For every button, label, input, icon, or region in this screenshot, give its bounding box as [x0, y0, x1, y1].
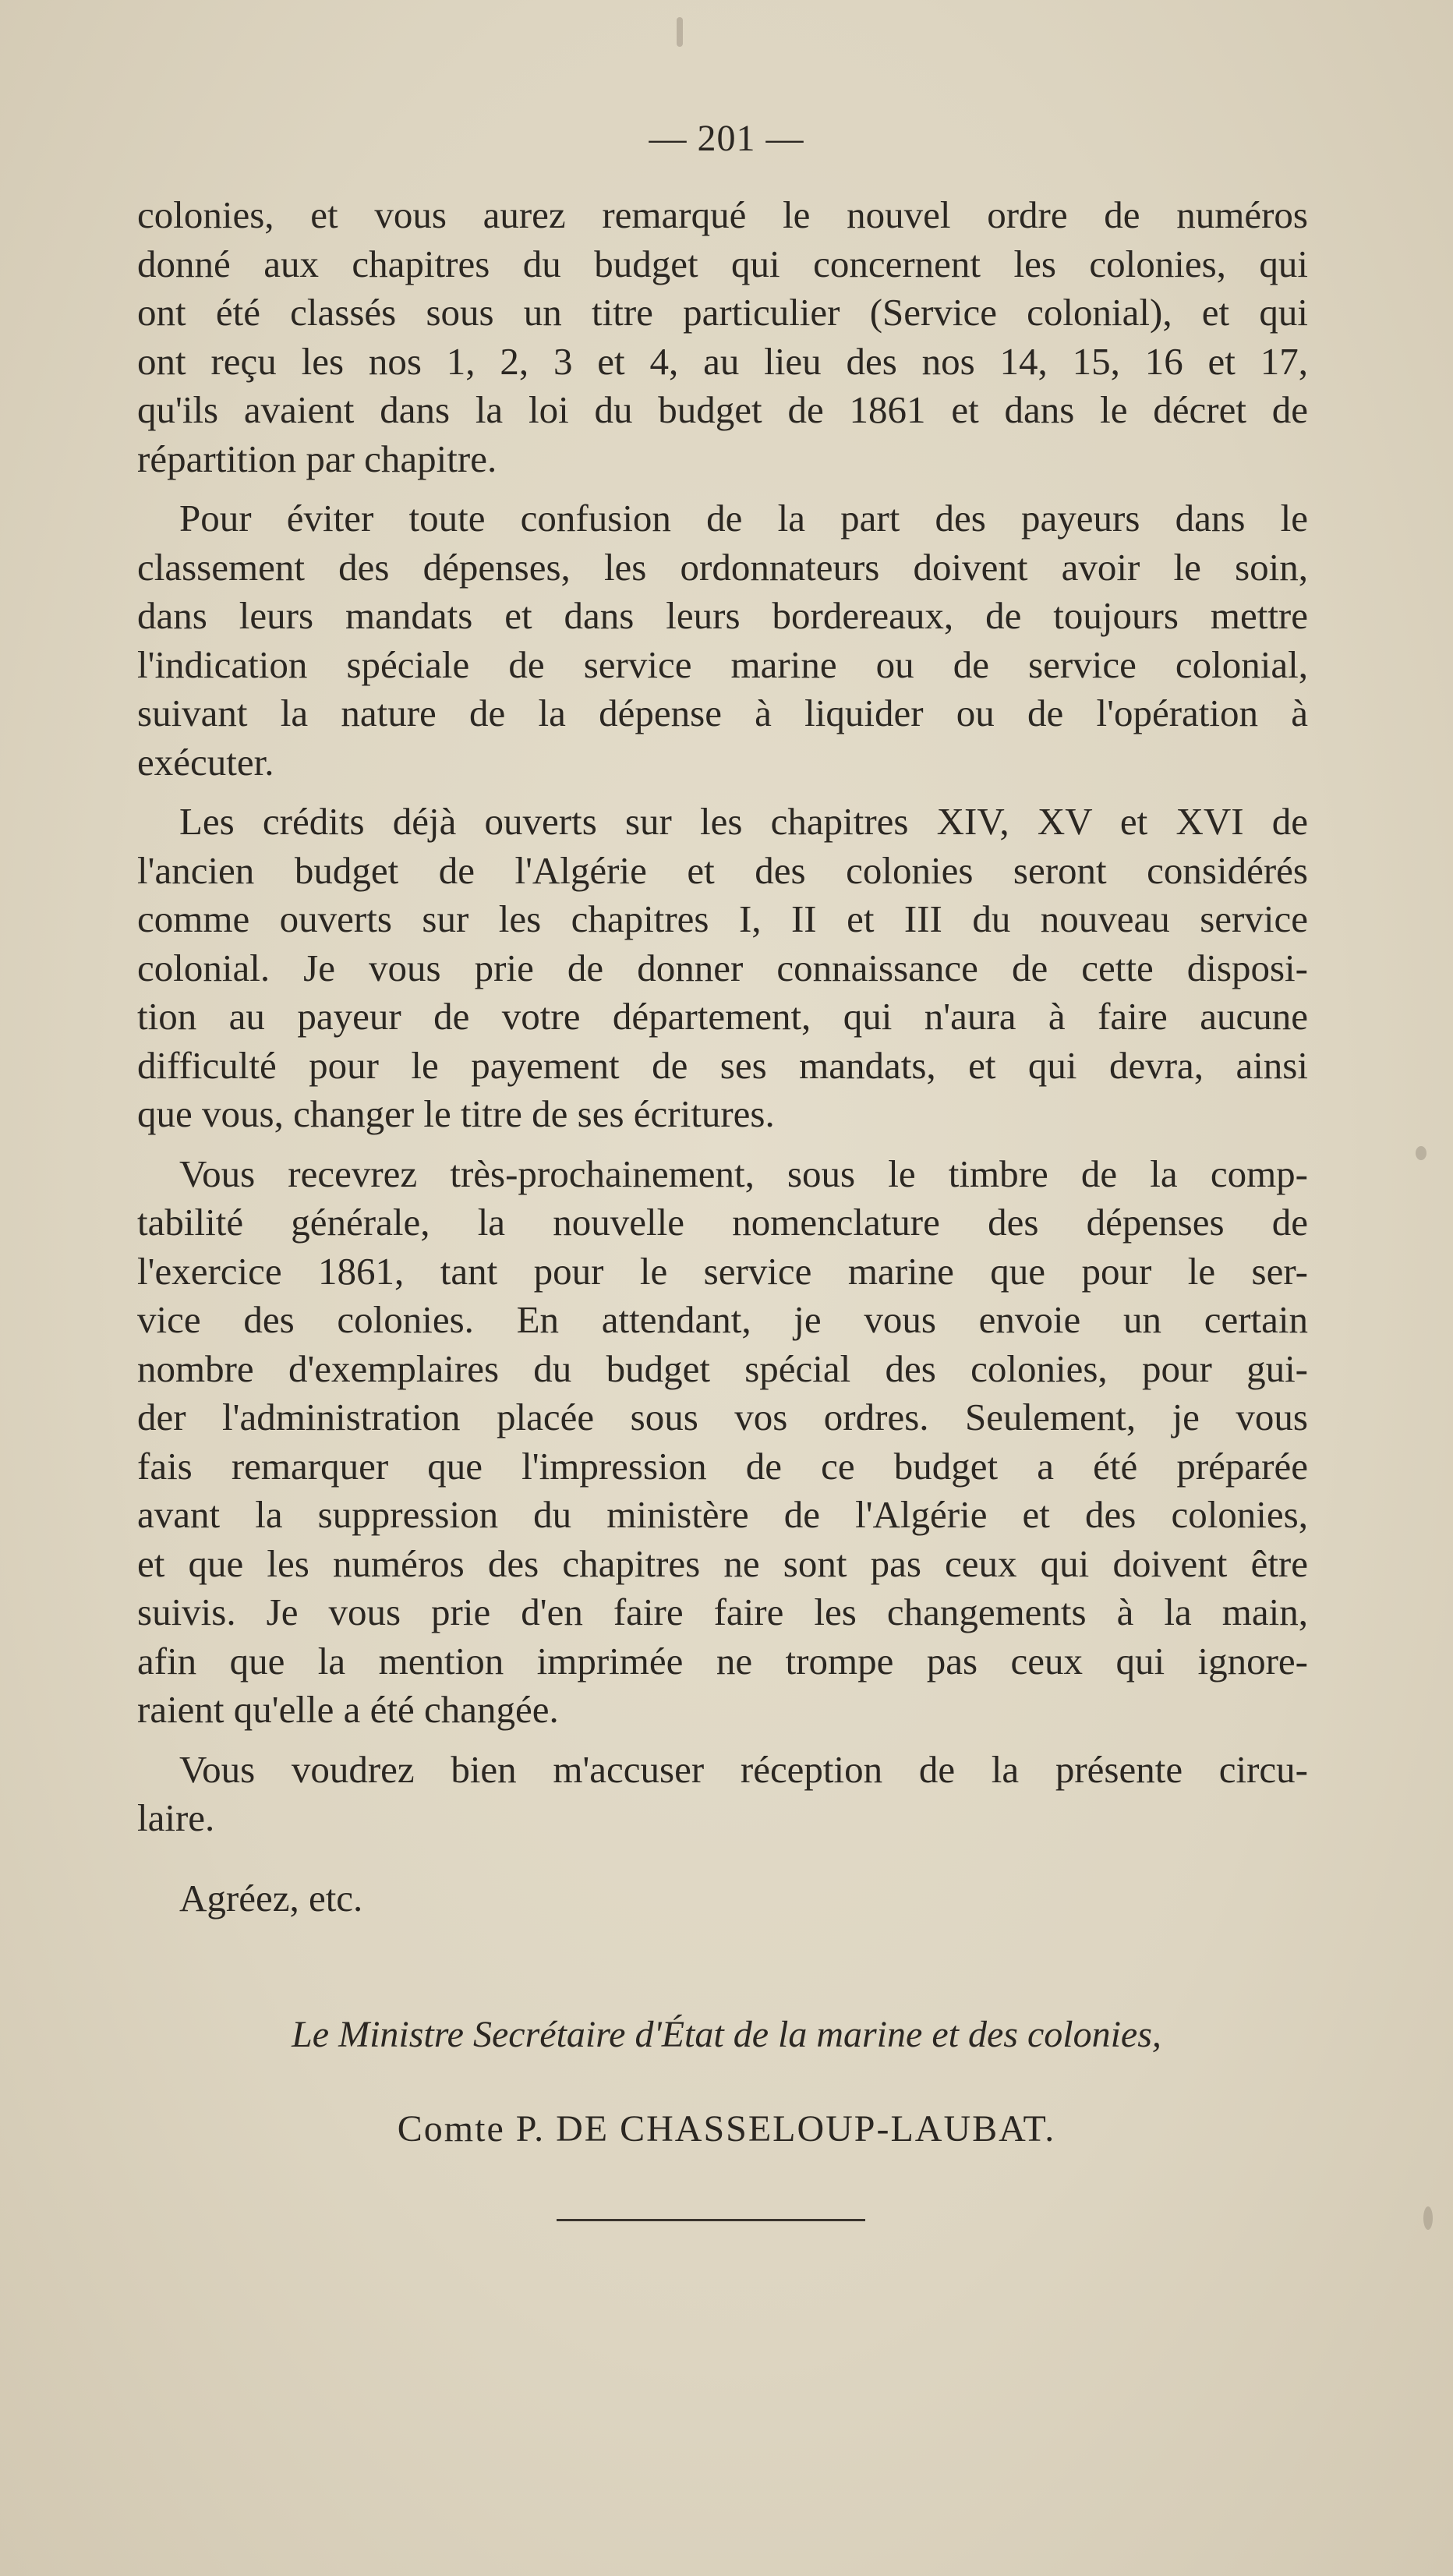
text-line: avant la suppression du ministère de l'Algérie et des colonies,	[137, 1493, 1308, 1536]
text-line: suivant la nature de la dépense à liquider ou de l'opération à	[137, 692, 1308, 734]
text-line: qu'ils avaient dans la loi du budget de 1861 et dans le décret de	[137, 388, 1308, 431]
text-line: laire.	[137, 1796, 215, 1839]
text-line: que vous, changer le titre de ses écritures.	[137, 1092, 775, 1135]
paragraph	[137, 191, 1308, 483]
body-text	[137, 191, 1308, 1934]
text-line: ont été classés sous un titre particulier (Service colonial), et qui	[137, 291, 1308, 334]
paragraph	[137, 798, 1308, 1139]
text-line: Les crédits déjà ouverts sur les chapitres XIV, XV et XVI de	[179, 800, 1308, 843]
text-line: Pour éviter toute confusion de la part des payeurs dans le	[179, 497, 1308, 540]
paper-speck	[677, 17, 683, 47]
text-line: afin que la mention imprimée ne trompe pas ceux qui ignore-	[137, 1639, 1308, 1683]
text-line: vice des colonies. En attendant, je vous envoie un certain	[137, 1298, 1308, 1341]
paragraph	[137, 494, 1308, 787]
text-line: suivis. Je vous prie d'en faire faire les changements à la main,	[137, 1591, 1308, 1633]
text-line: fais remarquer que l'impression de ce budget a été préparée	[137, 1444, 1308, 1488]
text-line: et que les numéros des chapitres ne sont pas ceux qui doivent être	[137, 1541, 1308, 1585]
signatory-name: Comte P. DE CHASSELOUP-LAUBAT.	[397, 2108, 1056, 2150]
text-line: der l'administration placée sous vos ordres. Seulement, je vous	[137, 1396, 1308, 1438]
closing-rule	[557, 2219, 865, 2221]
text-line: nombre d'exemplaires du budget spécial des colonies, pour gui-	[137, 1346, 1308, 1390]
text-line: tabilité générale, la nouvelle nomenclature des dépenses de	[137, 1201, 1308, 1244]
text-line: l'ancien budget de l'Algérie et des colonies seront considérés	[137, 848, 1308, 892]
signatory-title: Le Ministre Secrétaire d'État de la marine et des colonies,	[292, 2014, 1161, 2055]
text-line: l'exercice 1861, tant pour le service marine que pour le ser-	[137, 1249, 1308, 1293]
paragraph	[137, 1746, 1308, 1843]
text-line: l'indication spéciale de service marine ou de service colonial,	[137, 642, 1308, 686]
text-line: classement des dépenses, les ordonnateurs doivent avoir le soin,	[137, 545, 1308, 589]
closing-line: Agréez, etc.	[179, 1876, 363, 1920]
text-line: ont reçu les nos 1, 2, 3 et 4, au lieu des nos 14, 15, 16 et 17,	[137, 339, 1308, 383]
text-line: dans leurs mandats et dans leurs bordereaux, de toujours mettre	[137, 594, 1308, 637]
text-line: colonies, et vous aurez remarqué le nouvel ordre de numéros	[137, 193, 1308, 236]
paper-speck	[1423, 2206, 1433, 2230]
text-line: Vous voudrez bien m'accuser réception de la présente circu-	[179, 1747, 1308, 1791]
text-line: exécuter.	[137, 740, 274, 784]
text-line: raient qu'elle a été changée.	[137, 1688, 559, 1731]
paper-speck	[1416, 1146, 1426, 1160]
paragraph	[137, 1150, 1308, 1735]
text-line: répartition par chapitre.	[137, 437, 497, 480]
text-line: tion au payeur de votre département, qui n'aura à faire aucune	[137, 995, 1308, 1038]
text-line: Vous recevrez très-prochainement, sous le timbre de la comp-	[179, 1152, 1308, 1195]
text-line: comme ouverts sur les chapitres I, II et III du nouveau service	[137, 897, 1308, 940]
text-line: colonial. Je vous prie de donner connaissance de cette disposi-	[137, 946, 1308, 989]
text-line: difficulté pour le payement de ses mandats, et qui devra, ainsi	[137, 1043, 1308, 1087]
page-number: — 201 —	[649, 118, 804, 159]
paragraph	[137, 1874, 1308, 1923]
text-line: donné aux chapitres du budget qui concernent les colonies, qui	[137, 242, 1308, 285]
